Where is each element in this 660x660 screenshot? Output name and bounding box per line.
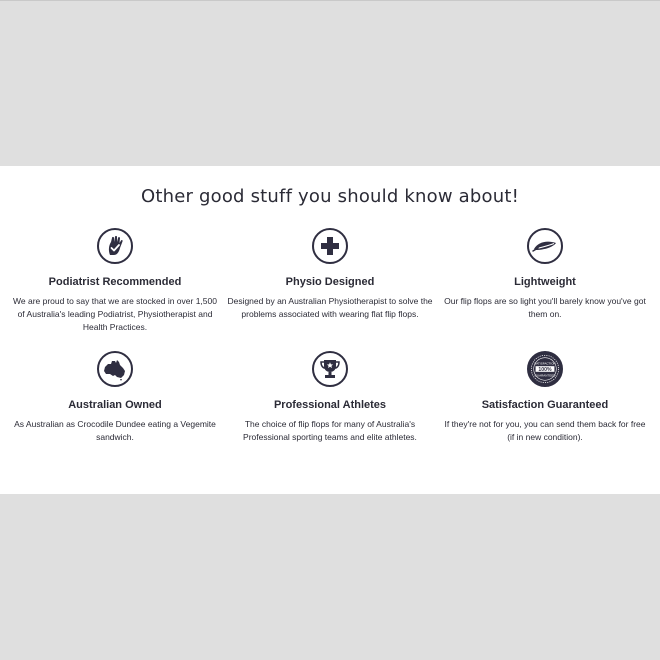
feature-title: Satisfaction Guaranteed xyxy=(481,399,609,411)
feature-physio-designed xyxy=(223,228,437,321)
feature-satisfaction-guaranteed xyxy=(438,351,652,444)
trophy-icon xyxy=(312,351,348,387)
section-heading: Other good stuff you should know about! xyxy=(140,186,520,207)
feature-title: Lightweight xyxy=(514,276,576,288)
feature-australian-owned xyxy=(8,351,222,444)
feature-title: Professional Athletes xyxy=(273,399,387,411)
bottom-background-band xyxy=(0,494,660,660)
badge-mid-text: 100% xyxy=(538,366,552,373)
feature-professional-athletes xyxy=(223,351,437,444)
features-panel xyxy=(0,166,660,494)
australia-map-icon xyxy=(97,351,133,387)
feature-description: If they're not for you, you can send them back for free (if in new condition). xyxy=(444,419,646,442)
feature-title: Podiatrist Recommended xyxy=(48,276,182,288)
top-background-band xyxy=(0,0,660,166)
feature-description: We are proud to say that we are stocked in over 1,500 of Australia's leading Podiatrist, Physiotherapist and Health Practices. xyxy=(13,296,217,332)
feature-podiatrist-recommended xyxy=(8,228,222,334)
badge-top-text: SATISFACTION xyxy=(534,361,556,366)
feature-title: Australian Owned xyxy=(68,399,162,411)
feature-title: Physio Designed xyxy=(285,276,375,288)
feather-icon xyxy=(527,228,563,264)
plus-cross-icon xyxy=(312,228,348,264)
badge-bottom-text: GUARANTEED xyxy=(534,373,556,378)
feature-description: Our flip flops are so light you'll barely know you've got them on. xyxy=(444,296,646,319)
feature-description: The choice of flip flops for many of Australia's Professional sporting teams and elite athletes. xyxy=(243,419,417,442)
feature-description: Designed by an Australian Physiotherapist to solve the problems associated with wearing flat flip flops. xyxy=(227,296,433,319)
top-divider xyxy=(0,0,660,1)
guarantee-badge-icon xyxy=(527,351,563,387)
feature-lightweight xyxy=(438,228,652,321)
foot-check-icon xyxy=(97,228,133,264)
feature-description: As Australian as Crocodile Dundee eating a Vegemite sandwich. xyxy=(14,419,216,442)
